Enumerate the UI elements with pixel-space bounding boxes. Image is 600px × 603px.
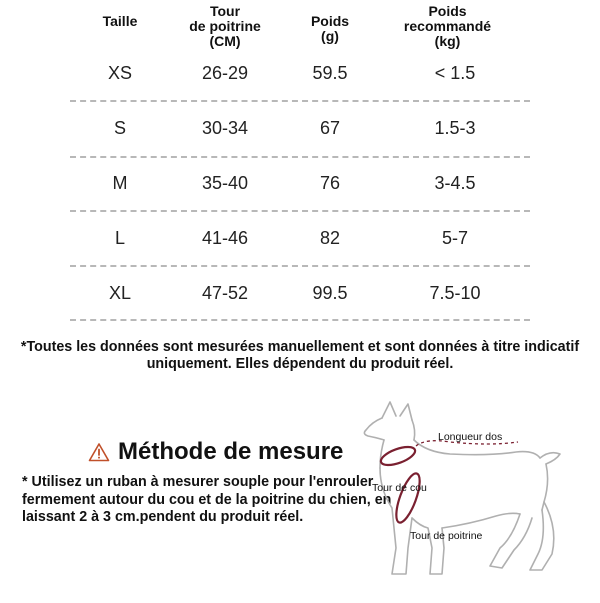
cell-recommended: 3-4.5 (434, 173, 476, 193)
disclaimer-note: *Toutes les données sont mesurées manuellement et sont données à titre indicatif uniquement. Elles dépendent du produit réel. (20, 339, 580, 372)
table-row (0, 113, 600, 143)
dog-outline-icon (350, 398, 590, 598)
cell-weight: 59.5 (312, 63, 348, 83)
cell-chest: 26-29 (201, 63, 249, 83)
cell-recommended: < 1.5 (434, 63, 476, 83)
header-chest-line-1: Tour (209, 3, 241, 19)
header-recommended-line-2: recommandé (403, 18, 492, 34)
row-divider (70, 265, 530, 267)
row-divider (70, 100, 530, 102)
row-divider (70, 156, 530, 158)
method-title: Méthode de mesure (118, 438, 344, 465)
header-recommended (395, 4, 500, 49)
back-length-label: Longueur dos (438, 431, 503, 443)
cell-chest: 47-52 (201, 283, 249, 303)
header-size (95, 14, 145, 29)
measure-instructions: * Utilisez un ruban à mesurer souple pour l'enrouler fermement autour du cou et de la poitrine du chien, en laissant 2 à 3 cm.pendent du produit réel. (22, 474, 392, 525)
cell-size: M (112, 173, 128, 193)
header-size-line: Taille (102, 13, 138, 29)
header-weight-line-1: Poids (310, 13, 350, 29)
method-heading (88, 437, 343, 467)
table-row (0, 58, 600, 88)
cell-size: S (113, 118, 126, 138)
cell-weight: 76 (319, 173, 341, 193)
header-chest-line-3: (CM) (209, 33, 241, 49)
chest-label: Tour de poitrine (410, 530, 483, 542)
header-chest (170, 4, 280, 49)
warning-icon (88, 442, 110, 462)
table-row (0, 168, 600, 198)
cell-recommended: 5-7 (441, 228, 468, 248)
cell-weight: 82 (319, 228, 341, 248)
cell-recommended: 7.5-10 (429, 283, 481, 303)
cell-chest: 30-34 (201, 118, 249, 138)
cell-weight: 67 (319, 118, 341, 138)
neck-label: Tour de cou (372, 482, 427, 494)
row-divider (70, 210, 530, 212)
header-recommended-line-3: (kg) (434, 33, 461, 49)
header-weight (295, 14, 365, 44)
cell-recommended: 1.5-3 (434, 118, 476, 138)
cell-size: XS (107, 63, 132, 83)
cell-chest: 35-40 (201, 173, 249, 193)
cell-size: XL (108, 283, 132, 303)
header-recommended-line-1: Poids (428, 3, 467, 19)
cell-size: L (114, 228, 125, 248)
cell-weight: 99.5 (312, 283, 348, 303)
table-row (0, 223, 600, 253)
dog-measurement-illustration (350, 398, 590, 598)
cell-chest: 41-46 (201, 228, 249, 248)
header-weight-line-2: (g) (321, 28, 339, 44)
table-row (0, 278, 600, 308)
header-chest-line-2: de poitrine (189, 18, 261, 34)
row-divider (70, 319, 530, 321)
